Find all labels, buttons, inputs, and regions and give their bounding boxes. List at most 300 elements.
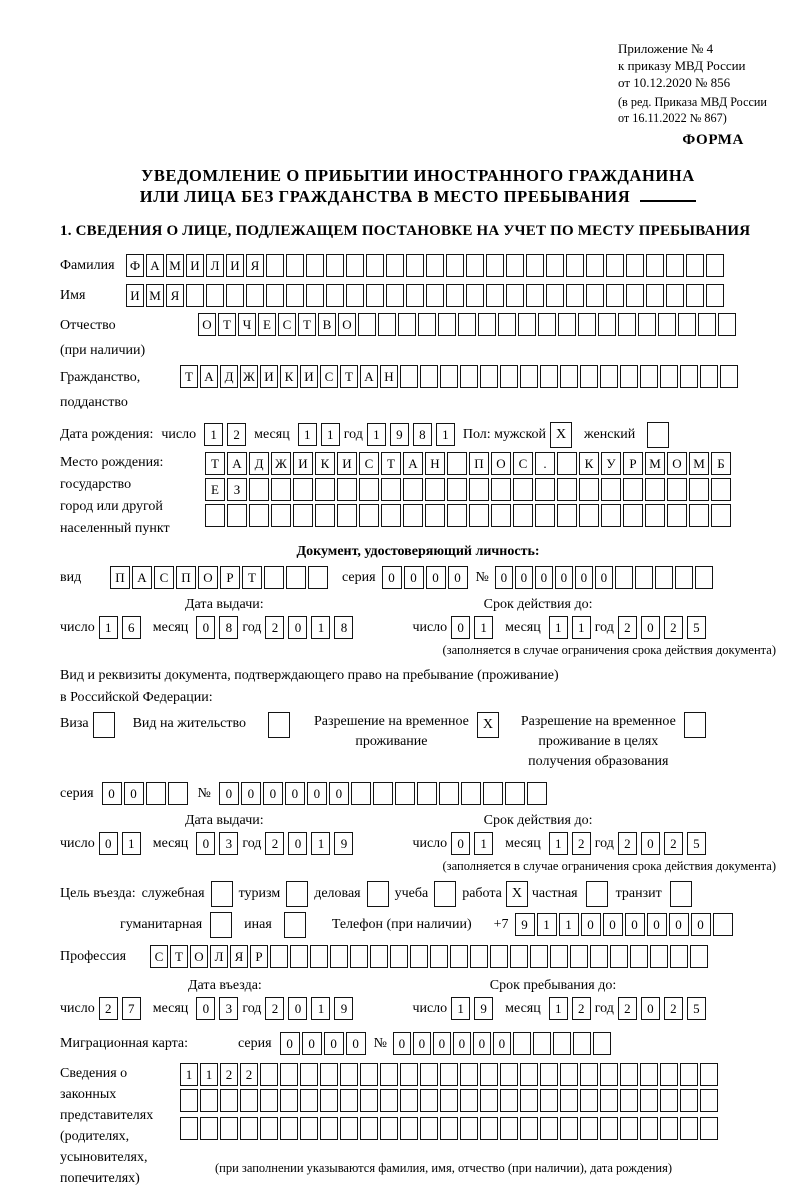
- char-cell[interactable]: [598, 313, 616, 336]
- purpose-transit-checkbox[interactable]: [670, 881, 692, 907]
- char-cell[interactable]: [557, 504, 577, 527]
- char-cell[interactable]: [280, 1089, 298, 1112]
- char-cell[interactable]: С: [150, 945, 168, 968]
- char-cell[interactable]: 2: [618, 616, 637, 639]
- char-cell[interactable]: 0: [285, 782, 305, 805]
- char-cell[interactable]: [600, 1117, 618, 1140]
- char-cell[interactable]: 0: [641, 832, 660, 855]
- char-cell[interactable]: 1: [122, 832, 141, 855]
- char-cell[interactable]: [513, 478, 533, 501]
- char-cell[interactable]: [400, 1063, 418, 1086]
- char-cell[interactable]: [557, 452, 577, 475]
- char-cell[interactable]: [480, 1089, 498, 1112]
- char-cell[interactable]: М: [689, 452, 709, 475]
- char-cell[interactable]: Т: [340, 365, 358, 388]
- char-cell[interactable]: 2: [572, 997, 591, 1020]
- char-cell[interactable]: [249, 478, 269, 501]
- char-cell[interactable]: [690, 945, 708, 968]
- char-cell[interactable]: [706, 254, 724, 277]
- char-cell[interactable]: [440, 1117, 458, 1140]
- char-cell[interactable]: [440, 365, 458, 388]
- char-cell[interactable]: [430, 945, 448, 968]
- char-cell[interactable]: 0: [641, 616, 660, 639]
- char-cell[interactable]: [718, 313, 736, 336]
- char-cell[interactable]: Т: [170, 945, 188, 968]
- char-cell[interactable]: [381, 478, 401, 501]
- char-cell[interactable]: 0: [581, 913, 601, 936]
- char-cell[interactable]: [526, 284, 544, 307]
- char-cell[interactable]: [513, 1032, 531, 1055]
- char-cell[interactable]: [406, 284, 424, 307]
- char-cell[interactable]: [240, 1117, 258, 1140]
- char-cell[interactable]: [266, 254, 284, 277]
- char-cell[interactable]: [180, 1089, 198, 1112]
- char-cell[interactable]: О: [667, 452, 687, 475]
- char-cell[interactable]: [400, 365, 418, 388]
- char-cell[interactable]: 1: [436, 423, 455, 446]
- char-cell[interactable]: 0: [555, 566, 573, 589]
- char-cell[interactable]: [480, 1063, 498, 1086]
- char-cell[interactable]: [446, 284, 464, 307]
- char-cell[interactable]: [400, 1117, 418, 1140]
- char-cell[interactable]: 2: [227, 423, 246, 446]
- char-cell[interactable]: 0: [288, 997, 307, 1020]
- char-cell[interactable]: К: [280, 365, 298, 388]
- char-cell[interactable]: И: [300, 365, 318, 388]
- char-cell[interactable]: [249, 504, 269, 527]
- char-cell[interactable]: [560, 1117, 578, 1140]
- char-cell[interactable]: К: [579, 452, 599, 475]
- char-cell[interactable]: 0: [346, 1032, 366, 1055]
- char-cell[interactable]: 0: [196, 997, 215, 1020]
- char-cell[interactable]: 1: [367, 423, 386, 446]
- char-cell[interactable]: 8: [334, 616, 353, 639]
- char-cell[interactable]: [680, 365, 698, 388]
- char-cell[interactable]: [513, 504, 533, 527]
- char-cell[interactable]: Б: [711, 452, 731, 475]
- char-cell[interactable]: [538, 313, 556, 336]
- char-cell[interactable]: [200, 1117, 218, 1140]
- char-cell[interactable]: Т: [242, 566, 262, 589]
- char-cell[interactable]: 1: [200, 1063, 218, 1086]
- char-cell[interactable]: [469, 478, 489, 501]
- char-cell[interactable]: [700, 1117, 718, 1140]
- char-cell[interactable]: [440, 1089, 458, 1112]
- char-cell[interactable]: [667, 478, 687, 501]
- char-cell[interactable]: А: [227, 452, 247, 475]
- char-cell[interactable]: 2: [265, 616, 284, 639]
- purpose-private-checkbox[interactable]: [586, 881, 608, 907]
- char-cell[interactable]: [480, 1117, 498, 1140]
- char-cell[interactable]: 1: [549, 616, 568, 639]
- char-cell[interactable]: У: [601, 452, 621, 475]
- char-cell[interactable]: [226, 284, 244, 307]
- char-cell[interactable]: [667, 504, 687, 527]
- char-cell[interactable]: Ж: [240, 365, 258, 388]
- char-cell[interactable]: Д: [249, 452, 269, 475]
- char-cell[interactable]: 3: [219, 997, 238, 1020]
- char-cell[interactable]: [359, 504, 379, 527]
- char-cell[interactable]: [623, 478, 643, 501]
- char-cell[interactable]: [271, 504, 291, 527]
- char-cell[interactable]: [400, 1089, 418, 1112]
- char-cell[interactable]: [510, 945, 528, 968]
- char-cell[interactable]: 1: [537, 913, 557, 936]
- char-cell[interactable]: [366, 284, 384, 307]
- char-cell[interactable]: 0: [493, 1032, 511, 1055]
- char-cell[interactable]: 0: [263, 782, 283, 805]
- char-cell[interactable]: [626, 254, 644, 277]
- purpose-study-checkbox[interactable]: [434, 881, 456, 907]
- char-cell[interactable]: Ж: [271, 452, 291, 475]
- char-cell[interactable]: [280, 1063, 298, 1086]
- char-cell[interactable]: [580, 1089, 598, 1112]
- char-cell[interactable]: [220, 1089, 238, 1112]
- char-cell[interactable]: [220, 1117, 238, 1140]
- char-cell[interactable]: 0: [426, 566, 446, 589]
- char-cell[interactable]: [606, 254, 624, 277]
- char-cell[interactable]: Р: [623, 452, 643, 475]
- char-cell[interactable]: 0: [404, 566, 424, 589]
- char-cell[interactable]: [447, 478, 467, 501]
- char-cell[interactable]: 9: [390, 423, 409, 446]
- char-cell[interactable]: [623, 504, 643, 527]
- char-cell[interactable]: [315, 478, 335, 501]
- char-cell[interactable]: [666, 284, 684, 307]
- char-cell[interactable]: [440, 1063, 458, 1086]
- char-cell[interactable]: [578, 313, 596, 336]
- char-cell[interactable]: [466, 254, 484, 277]
- char-cell[interactable]: [535, 478, 555, 501]
- char-cell[interactable]: 0: [288, 832, 307, 855]
- char-cell[interactable]: [518, 313, 536, 336]
- char-cell[interactable]: [600, 1089, 618, 1112]
- char-cell[interactable]: З: [227, 478, 247, 501]
- char-cell[interactable]: О: [198, 313, 216, 336]
- char-cell[interactable]: Ч: [238, 313, 256, 336]
- char-cell[interactable]: 2: [99, 997, 118, 1020]
- char-cell[interactable]: 1: [204, 423, 223, 446]
- char-cell[interactable]: [635, 566, 653, 589]
- char-cell[interactable]: 9: [334, 832, 353, 855]
- char-cell[interactable]: Я: [166, 284, 184, 307]
- char-cell[interactable]: Д: [220, 365, 238, 388]
- char-cell[interactable]: [500, 1063, 518, 1086]
- char-cell[interactable]: [290, 945, 308, 968]
- char-cell[interactable]: [180, 1117, 198, 1140]
- char-cell[interactable]: [240, 1089, 258, 1112]
- char-cell[interactable]: [520, 1089, 538, 1112]
- char-cell[interactable]: [530, 945, 548, 968]
- char-cell[interactable]: [360, 1063, 378, 1086]
- char-cell[interactable]: [550, 945, 568, 968]
- char-cell[interactable]: И: [337, 452, 357, 475]
- char-cell[interactable]: 0: [451, 616, 470, 639]
- char-cell[interactable]: [580, 1063, 598, 1086]
- char-cell[interactable]: [675, 566, 693, 589]
- char-cell[interactable]: [395, 782, 415, 805]
- char-cell[interactable]: [535, 504, 555, 527]
- char-cell[interactable]: [293, 478, 313, 501]
- char-cell[interactable]: Р: [220, 566, 240, 589]
- char-cell[interactable]: [286, 284, 304, 307]
- char-cell[interactable]: [358, 313, 376, 336]
- female-checkbox[interactable]: [647, 422, 669, 448]
- char-cell[interactable]: [566, 284, 584, 307]
- char-cell[interactable]: Е: [205, 478, 225, 501]
- char-cell[interactable]: [260, 1063, 278, 1086]
- char-cell[interactable]: М: [166, 254, 184, 277]
- char-cell[interactable]: А: [146, 254, 164, 277]
- char-cell[interactable]: С: [513, 452, 533, 475]
- char-cell[interactable]: 1: [311, 832, 330, 855]
- char-cell[interactable]: [446, 254, 464, 277]
- char-cell[interactable]: 0: [451, 832, 470, 855]
- char-cell[interactable]: [540, 1117, 558, 1140]
- char-cell[interactable]: Н: [380, 365, 398, 388]
- char-cell[interactable]: [439, 782, 459, 805]
- char-cell[interactable]: Т: [298, 313, 316, 336]
- char-cell[interactable]: [410, 945, 428, 968]
- char-cell[interactable]: 1: [474, 832, 493, 855]
- char-cell[interactable]: Т: [180, 365, 198, 388]
- char-cell[interactable]: 2: [664, 616, 683, 639]
- char-cell[interactable]: [601, 478, 621, 501]
- char-cell[interactable]: И: [226, 254, 244, 277]
- char-cell[interactable]: 0: [433, 1032, 451, 1055]
- char-cell[interactable]: О: [491, 452, 511, 475]
- char-cell[interactable]: [540, 365, 558, 388]
- char-cell[interactable]: 0: [515, 566, 533, 589]
- char-cell[interactable]: [620, 365, 638, 388]
- char-cell[interactable]: [560, 1063, 578, 1086]
- char-cell[interactable]: 0: [302, 1032, 322, 1055]
- char-cell[interactable]: 3: [219, 832, 238, 855]
- char-cell[interactable]: [600, 365, 618, 388]
- char-cell[interactable]: [486, 254, 504, 277]
- char-cell[interactable]: [645, 504, 665, 527]
- char-cell[interactable]: [406, 254, 424, 277]
- char-cell[interactable]: [403, 478, 423, 501]
- char-cell[interactable]: П: [469, 452, 489, 475]
- char-cell[interactable]: [580, 1117, 598, 1140]
- char-cell[interactable]: [546, 254, 564, 277]
- char-cell[interactable]: [700, 1089, 718, 1112]
- char-cell[interactable]: [638, 313, 656, 336]
- char-cell[interactable]: Т: [218, 313, 236, 336]
- purpose-business-checkbox[interactable]: [367, 881, 389, 907]
- char-cell[interactable]: [337, 478, 357, 501]
- char-cell[interactable]: 0: [219, 782, 239, 805]
- char-cell[interactable]: [280, 1117, 298, 1140]
- char-cell[interactable]: [417, 782, 437, 805]
- char-cell[interactable]: 1: [474, 616, 493, 639]
- char-cell[interactable]: 0: [603, 913, 623, 936]
- char-cell[interactable]: [678, 313, 696, 336]
- char-cell[interactable]: 2: [618, 832, 637, 855]
- char-cell[interactable]: [579, 504, 599, 527]
- char-cell[interactable]: [350, 945, 368, 968]
- char-cell[interactable]: [330, 945, 348, 968]
- char-cell[interactable]: [666, 254, 684, 277]
- char-cell[interactable]: Л: [206, 254, 224, 277]
- char-cell[interactable]: 0: [691, 913, 711, 936]
- char-cell[interactable]: 2: [618, 997, 637, 1020]
- char-cell[interactable]: [310, 945, 328, 968]
- char-cell[interactable]: [438, 313, 456, 336]
- char-cell[interactable]: [425, 504, 445, 527]
- purpose-work-checkbox[interactable]: X: [506, 881, 528, 907]
- char-cell[interactable]: [680, 1063, 698, 1086]
- char-cell[interactable]: [380, 1117, 398, 1140]
- char-cell[interactable]: [470, 945, 488, 968]
- char-cell[interactable]: 0: [625, 913, 645, 936]
- char-cell[interactable]: [620, 1089, 638, 1112]
- char-cell[interactable]: [370, 945, 388, 968]
- char-cell[interactable]: 2: [664, 832, 683, 855]
- char-cell[interactable]: [260, 1089, 278, 1112]
- char-cell[interactable]: [570, 945, 588, 968]
- char-cell[interactable]: 1: [321, 423, 340, 446]
- char-cell[interactable]: [689, 478, 709, 501]
- char-cell[interactable]: [378, 313, 396, 336]
- char-cell[interactable]: 5: [687, 832, 706, 855]
- char-cell[interactable]: [720, 365, 738, 388]
- char-cell[interactable]: А: [360, 365, 378, 388]
- char-cell[interactable]: [540, 1089, 558, 1112]
- char-cell[interactable]: 1: [99, 616, 118, 639]
- char-cell[interactable]: [650, 945, 668, 968]
- char-cell[interactable]: [500, 365, 518, 388]
- char-cell[interactable]: [306, 254, 324, 277]
- char-cell[interactable]: [695, 566, 713, 589]
- char-cell[interactable]: 8: [413, 423, 432, 446]
- char-cell[interactable]: 1: [572, 616, 591, 639]
- char-cell[interactable]: 0: [329, 782, 349, 805]
- char-cell[interactable]: 2: [220, 1063, 238, 1086]
- char-cell[interactable]: [686, 284, 704, 307]
- char-cell[interactable]: 0: [324, 1032, 344, 1055]
- char-cell[interactable]: 0: [241, 782, 261, 805]
- char-cell[interactable]: [700, 365, 718, 388]
- char-cell[interactable]: [566, 254, 584, 277]
- char-cell[interactable]: С: [359, 452, 379, 475]
- char-cell[interactable]: [500, 1117, 518, 1140]
- char-cell[interactable]: [337, 504, 357, 527]
- char-cell[interactable]: [346, 284, 364, 307]
- char-cell[interactable]: [698, 313, 716, 336]
- char-cell[interactable]: 1: [298, 423, 317, 446]
- char-cell[interactable]: 0: [595, 566, 613, 589]
- char-cell[interactable]: 0: [393, 1032, 411, 1055]
- char-cell[interactable]: [380, 1063, 398, 1086]
- char-cell[interactable]: [426, 254, 444, 277]
- char-cell[interactable]: [420, 1117, 438, 1140]
- char-cell[interactable]: [326, 254, 344, 277]
- char-cell[interactable]: [658, 313, 676, 336]
- char-cell[interactable]: 8: [219, 616, 238, 639]
- residence-permit-checkbox[interactable]: [268, 712, 290, 738]
- char-cell[interactable]: 0: [102, 782, 122, 805]
- char-cell[interactable]: [308, 566, 328, 589]
- char-cell[interactable]: [579, 478, 599, 501]
- char-cell[interactable]: [227, 504, 247, 527]
- char-cell[interactable]: [478, 313, 496, 336]
- char-cell[interactable]: [483, 782, 503, 805]
- char-cell[interactable]: 1: [311, 997, 330, 1020]
- char-cell[interactable]: [266, 284, 284, 307]
- char-cell[interactable]: [461, 782, 481, 805]
- char-cell[interactable]: [466, 284, 484, 307]
- char-cell[interactable]: [546, 284, 564, 307]
- char-cell[interactable]: М: [146, 284, 164, 307]
- char-cell[interactable]: [660, 1117, 678, 1140]
- char-cell[interactable]: [306, 284, 324, 307]
- char-cell[interactable]: И: [126, 284, 144, 307]
- char-cell[interactable]: [360, 1117, 378, 1140]
- char-cell[interactable]: 2: [265, 997, 284, 1020]
- char-cell[interactable]: [491, 504, 511, 527]
- char-cell[interactable]: 0: [196, 832, 215, 855]
- char-cell[interactable]: [386, 284, 404, 307]
- char-cell[interactable]: [640, 1089, 658, 1112]
- char-cell[interactable]: [500, 1089, 518, 1112]
- char-cell[interactable]: [186, 284, 204, 307]
- char-cell[interactable]: [610, 945, 628, 968]
- char-cell[interactable]: [586, 284, 604, 307]
- char-cell[interactable]: [560, 1089, 578, 1112]
- char-cell[interactable]: [540, 1063, 558, 1086]
- char-cell[interactable]: [373, 782, 393, 805]
- char-cell[interactable]: [520, 1117, 538, 1140]
- char-cell[interactable]: [560, 365, 578, 388]
- char-cell[interactable]: О: [338, 313, 356, 336]
- char-cell[interactable]: [711, 478, 731, 501]
- char-cell[interactable]: [271, 478, 291, 501]
- char-cell[interactable]: [447, 452, 467, 475]
- char-cell[interactable]: 0: [196, 616, 215, 639]
- char-cell[interactable]: 0: [647, 913, 667, 936]
- char-cell[interactable]: [320, 1063, 338, 1086]
- char-cell[interactable]: [558, 313, 576, 336]
- char-cell[interactable]: [366, 254, 384, 277]
- char-cell[interactable]: [340, 1117, 358, 1140]
- char-cell[interactable]: [293, 504, 313, 527]
- char-cell[interactable]: 6: [122, 616, 141, 639]
- char-cell[interactable]: [520, 1063, 538, 1086]
- char-cell[interactable]: 1: [549, 997, 568, 1020]
- char-cell[interactable]: Ф: [126, 254, 144, 277]
- char-cell[interactable]: 0: [495, 566, 513, 589]
- char-cell[interactable]: [447, 504, 467, 527]
- char-cell[interactable]: [320, 1117, 338, 1140]
- char-cell[interactable]: [620, 1117, 638, 1140]
- char-cell[interactable]: [601, 504, 621, 527]
- char-cell[interactable]: [460, 1063, 478, 1086]
- char-cell[interactable]: [469, 504, 489, 527]
- char-cell[interactable]: Л: [210, 945, 228, 968]
- char-cell[interactable]: [618, 313, 636, 336]
- char-cell[interactable]: [640, 1063, 658, 1086]
- char-cell[interactable]: 1: [549, 832, 568, 855]
- char-cell[interactable]: [264, 566, 284, 589]
- char-cell[interactable]: 0: [473, 1032, 491, 1055]
- char-cell[interactable]: [686, 254, 704, 277]
- char-cell[interactable]: П: [110, 566, 130, 589]
- char-cell[interactable]: [620, 1063, 638, 1086]
- char-cell[interactable]: .: [535, 452, 555, 475]
- char-cell[interactable]: [300, 1089, 318, 1112]
